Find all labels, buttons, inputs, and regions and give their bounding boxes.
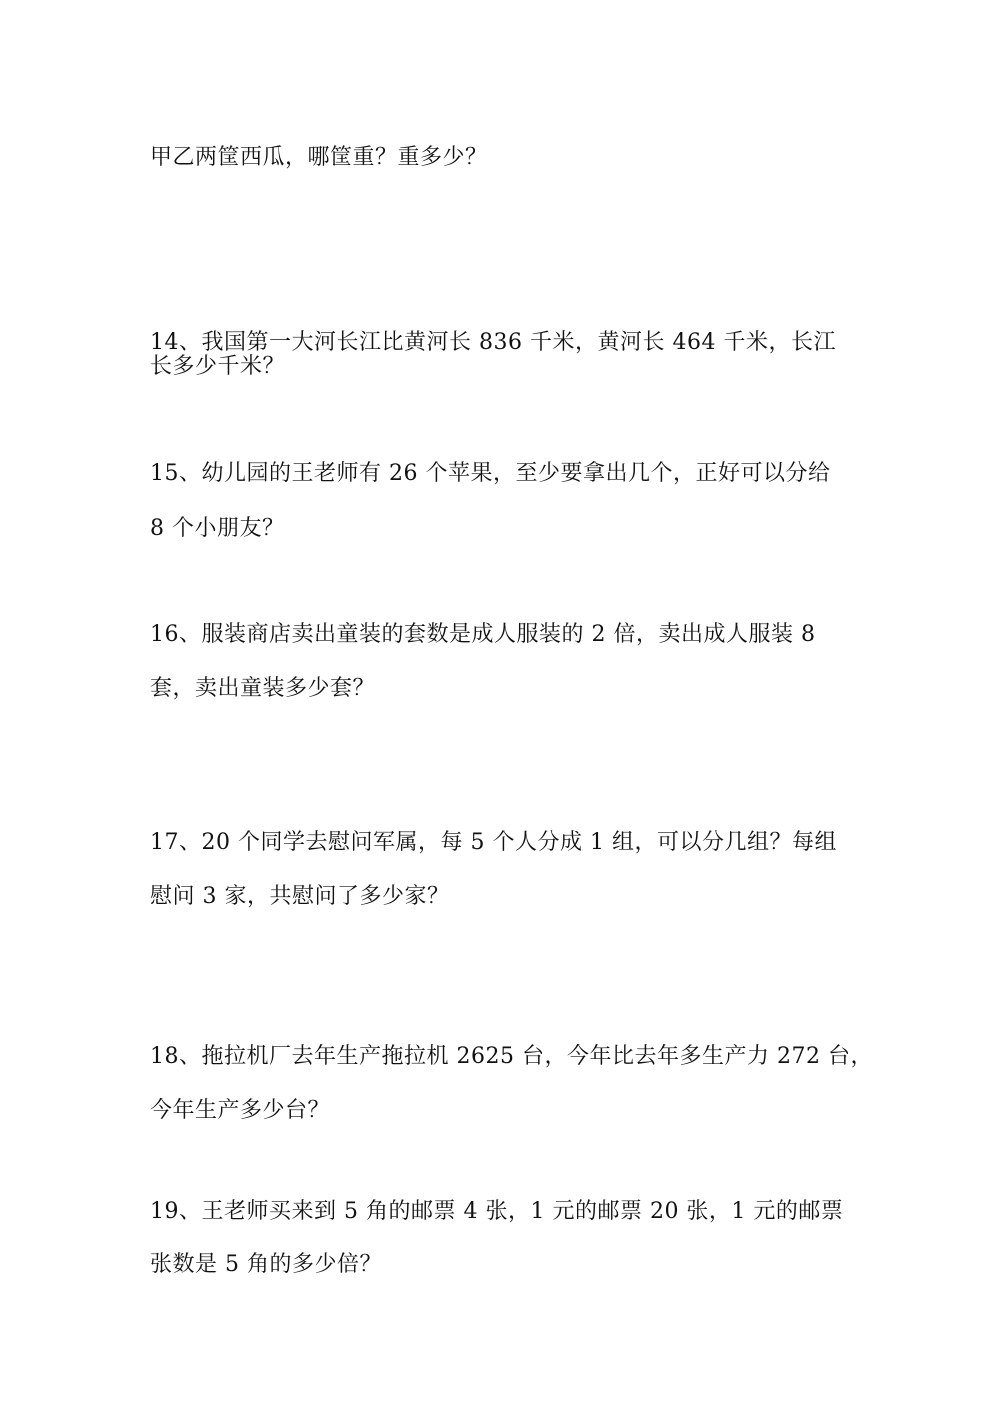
question-19-line-1: 19、王老师买来到 5 角的邮票 4 张，1 元的邮票 20 张，1 元的邮票 [150, 1199, 844, 1224]
question-14-line-2: 长多少千米？ [150, 354, 286, 379]
question-17-line-1: 17、20 个同学去慰问军属，每 5 个人分成 1 组，可以分几组？每组 [150, 830, 837, 855]
question-17-line-2: 慰问 3 家，共慰问了多少家？ [150, 884, 450, 909]
question-16-line-2: 套，卖出童装多少套？ [150, 676, 376, 701]
question-15-line-2: 8 个小朋友？ [150, 516, 285, 541]
question-18-line-2: 今年生产多少台？ [150, 1098, 331, 1123]
question-16-line-1: 16、服装商店卖出童装的套数是成人服装的 2 倍，卖出成人服装 8 [150, 622, 816, 647]
question-14-line-1: 14、我国第一大河长江比黄河长 836 千米，黄河长 464 千米，长江 [150, 330, 836, 355]
question-13-continuation: 甲乙两筐西瓜，哪筐重？重多少？ [150, 145, 488, 170]
question-15-line-1: 15、幼儿园的王老师有 26 个苹果，至少要拿出几个，正好可以分给 [150, 461, 831, 486]
question-18-line-1: 18、拖拉机厂去年生产拖拉机 2625 台，今年比去年多生产力 272 台， [150, 1044, 873, 1069]
question-19-line-2: 张数是 5 角的多少倍？ [150, 1252, 382, 1277]
